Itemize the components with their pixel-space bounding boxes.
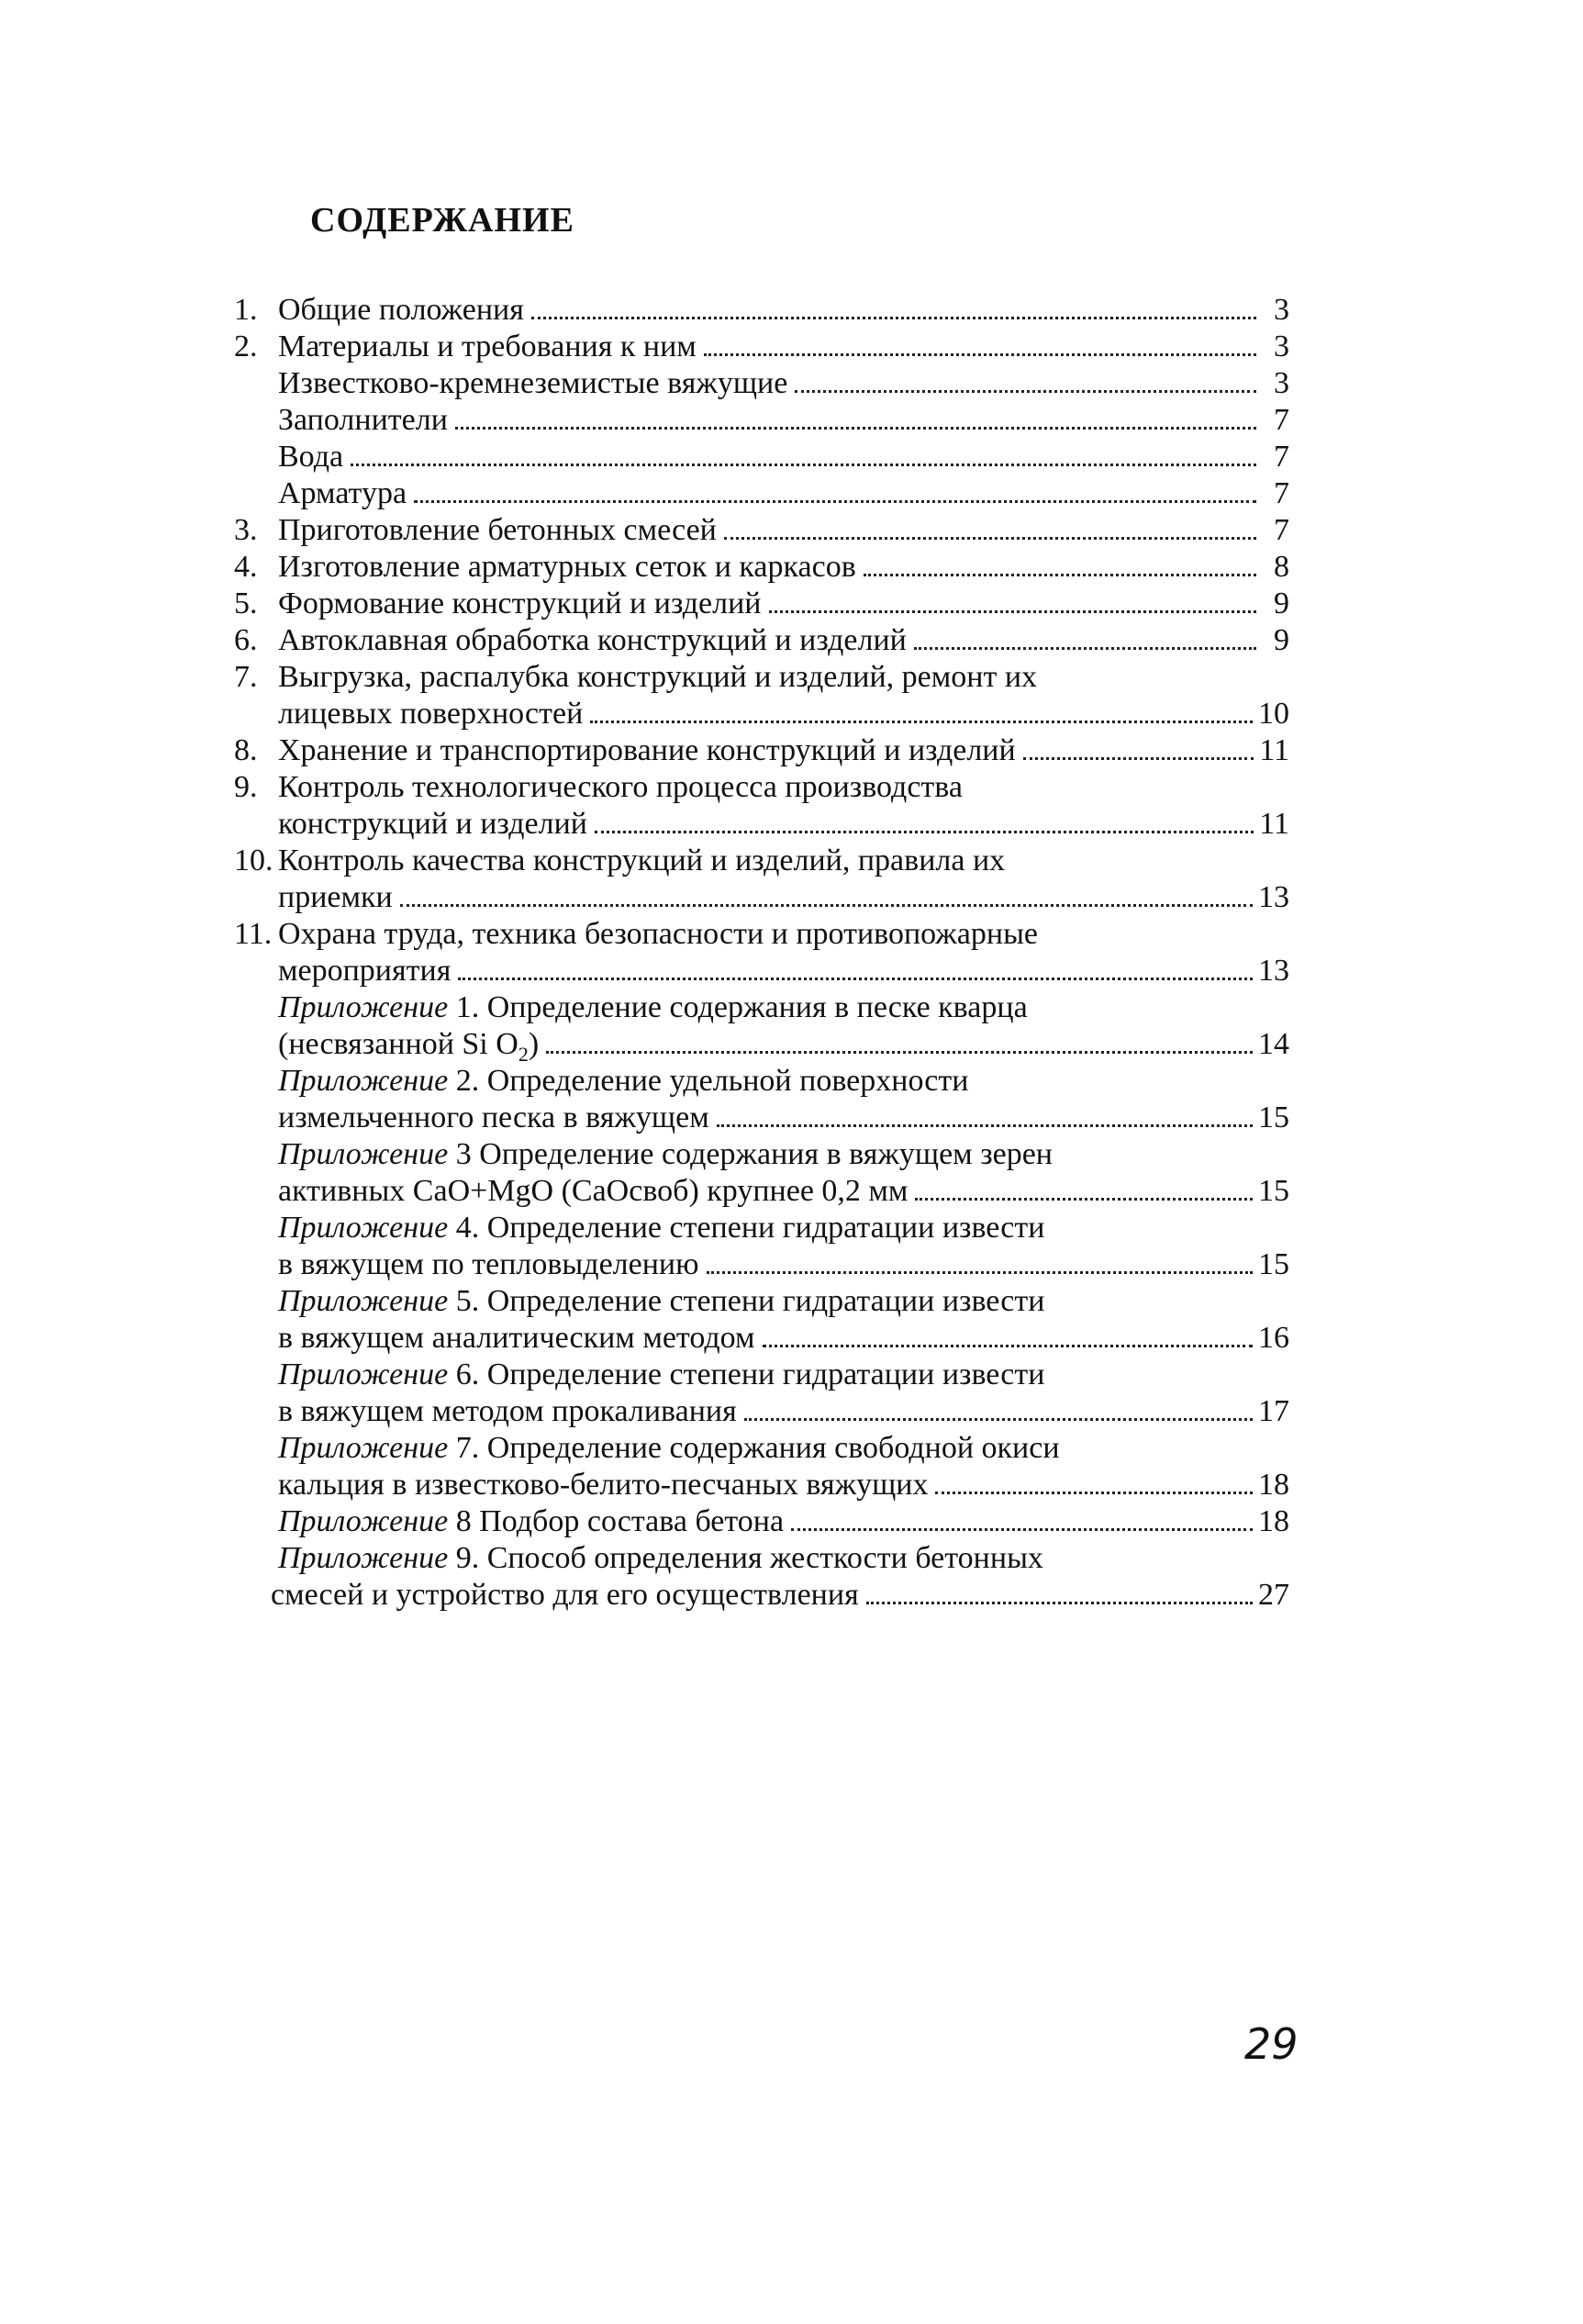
page-title: СОДЕРЖАНИЕ xyxy=(310,201,574,240)
toc-entry xyxy=(234,769,1289,806)
leader-dots xyxy=(590,721,1253,723)
toc-entry-continuation xyxy=(234,696,1289,732)
toc-entry xyxy=(234,916,1289,953)
toc-page: 9 xyxy=(1274,623,1289,657)
toc-entry xyxy=(234,549,1289,586)
toc-title: Вода xyxy=(278,440,344,474)
appendix-title-line1: Определение содержания в вяжущем зерен xyxy=(479,1137,1053,1171)
appendix-title-line1: Определение степени гидратации извести xyxy=(486,1211,1045,1245)
toc-subentry xyxy=(234,365,1289,402)
toc-title-line2: лицевых поверхностей xyxy=(278,697,584,731)
appendix-number: 3 xyxy=(455,1137,472,1171)
toc-title-line1: Контроль технологического процесса производства xyxy=(278,770,963,804)
leader-dots xyxy=(531,317,1256,319)
toc-number: 8. xyxy=(234,733,258,767)
appendix-entry xyxy=(234,1430,1289,1467)
leader-dots xyxy=(455,427,1256,430)
toc-entry xyxy=(234,329,1289,365)
toc-title: Общие положения xyxy=(278,293,524,327)
leader-dots xyxy=(935,1492,1253,1494)
appendix-title-line2: активных CaO+MgO (СаОсвоб) крупнее 0,2 мм xyxy=(278,1174,909,1208)
toc-entry xyxy=(234,292,1289,329)
toc-title: Заполнители xyxy=(278,403,448,437)
appendix-label: Приложение xyxy=(278,1504,449,1538)
toc-entry-continuation xyxy=(234,953,1289,989)
toc-page: 13 xyxy=(1258,954,1289,988)
toc-page: 7 xyxy=(1274,476,1289,510)
appendix-label: Приложение xyxy=(278,1284,449,1318)
toc-title: Материалы и требования к ним xyxy=(278,330,697,363)
appendix-page: 15 xyxy=(1258,1247,1289,1281)
appendix-entry-continuation xyxy=(234,1467,1289,1503)
toc-entry xyxy=(234,512,1289,549)
appendix-page: 15 xyxy=(1258,1174,1289,1208)
appendix-title-line1: Определение степени гидратации извести xyxy=(486,1358,1045,1391)
appendix-number: 4. xyxy=(455,1211,480,1245)
leader-dots xyxy=(915,1198,1253,1201)
toc-number: 5. xyxy=(234,587,258,620)
toc-entry-continuation xyxy=(234,806,1289,843)
appendix-entry-continuation xyxy=(234,1393,1289,1430)
toc-page: 13 xyxy=(1258,880,1289,914)
leader-dots xyxy=(595,831,1254,833)
toc-title: Приготовление бетонных смесей xyxy=(278,513,717,547)
toc-title-line2: приемки xyxy=(278,880,393,914)
appendix-title-line1: Способ определения жесткости бетонных xyxy=(486,1541,1043,1575)
toc-page: 7 xyxy=(1274,403,1289,437)
leader-dots xyxy=(744,1418,1253,1421)
appendix-entry xyxy=(234,1136,1289,1173)
leader-dots xyxy=(707,1271,1253,1274)
appendix-title: Подбор состава бетона xyxy=(479,1504,785,1538)
appendix-page: 16 xyxy=(1258,1321,1289,1355)
subscript: 2 xyxy=(518,1042,529,1066)
appendix-title-line2: в вяжущем аналитическим методом xyxy=(278,1321,755,1355)
toc-page: 11 xyxy=(1259,733,1289,767)
toc-title-line2: конструкций и изделий xyxy=(278,807,587,841)
appendix-title-line1: Определение содержания свободной окиси xyxy=(486,1431,1060,1465)
appendix-label: Приложение xyxy=(278,1541,449,1575)
toc-entry xyxy=(234,586,1289,622)
toc-number: 3. xyxy=(234,513,258,547)
leader-dots xyxy=(458,978,1253,980)
toc-entry-continuation xyxy=(234,879,1289,916)
page-number: 29 xyxy=(1244,2019,1299,2069)
appendix-entry xyxy=(234,1357,1289,1393)
appendix-number: 2. xyxy=(455,1064,480,1098)
toc-title-line1: Контроль качества конструкций и изделий, правила их xyxy=(278,844,1006,877)
appendix-title-line2: в вяжущем по тепловыделению xyxy=(278,1247,699,1281)
leader-dots xyxy=(400,904,1253,907)
appendix-entry xyxy=(234,1503,1289,1540)
appendix-entry-continuation xyxy=(234,1100,1289,1136)
appendix-entry xyxy=(234,1283,1289,1320)
toc-number: 10. xyxy=(234,844,273,877)
toc-entry xyxy=(234,732,1289,769)
appendix-entry xyxy=(234,1063,1289,1100)
appendix-title-line2: смесей и устройство для его осуществления xyxy=(271,1578,859,1612)
leader-dots xyxy=(864,574,1256,576)
toc-number: 2. xyxy=(234,330,258,363)
toc-number: 6. xyxy=(234,623,258,657)
toc-page: 8 xyxy=(1274,550,1289,584)
appendix-entry xyxy=(234,989,1289,1026)
appendix-page: 17 xyxy=(1258,1394,1289,1428)
appendix-title-line2: измельченного песка в вяжущем xyxy=(278,1101,709,1134)
toc-page: 3 xyxy=(1274,366,1289,400)
appendix-number: 6. xyxy=(455,1358,480,1391)
appendix-entry-continuation xyxy=(234,1246,1289,1283)
appendix-entry-continuation xyxy=(234,1320,1289,1357)
appendix-page: 18 xyxy=(1258,1504,1289,1538)
table-of-contents xyxy=(234,292,1289,1614)
appendix-number: 7. xyxy=(455,1431,480,1465)
toc-title: Хранение и транспортирование конструкций и изделий xyxy=(278,733,1016,767)
appendix-label: Приложение xyxy=(278,1431,449,1465)
leader-dots xyxy=(724,537,1256,540)
appendix-title-line1: Определение степени гидратации извести xyxy=(486,1284,1045,1318)
appendix-title-line2: кальция в известково-белито-песчаных вяжущих xyxy=(278,1468,929,1502)
toc-number: 1. xyxy=(234,293,258,327)
leader-dots xyxy=(414,500,1256,503)
leader-dots xyxy=(866,1602,1253,1604)
toc-title: Известково-кремнеземистые вяжущие xyxy=(278,366,788,400)
appendix-page: 14 xyxy=(1258,1027,1289,1061)
appendix-entry-continuation xyxy=(234,1026,1289,1066)
toc-page: 9 xyxy=(1274,587,1289,620)
toc-subentry xyxy=(234,402,1289,439)
toc-title: Формование конструкций и изделий xyxy=(278,587,762,620)
appendix-title-line2: в вяжущем методом прокаливания xyxy=(278,1394,737,1428)
toc-subentry xyxy=(234,475,1289,512)
toc-number: 7. xyxy=(234,660,258,694)
toc-page: 10 xyxy=(1258,697,1289,731)
appendix-label: Приложение xyxy=(278,1137,449,1171)
leader-dots xyxy=(795,390,1256,393)
leader-dots xyxy=(1023,757,1254,760)
leader-dots xyxy=(763,1345,1253,1347)
toc-title-line1: Выгрузка, распалубка конструкций и изделий, ремонт их xyxy=(278,660,1038,694)
appendix-number: 9. xyxy=(455,1541,480,1575)
appendix-label: Приложение xyxy=(278,1358,449,1391)
leader-dots xyxy=(351,464,1256,466)
appendix-title-line2: (несвязанной Si O xyxy=(278,1027,518,1061)
appendix-label: Приложение xyxy=(278,1211,449,1245)
appendix-page: 15 xyxy=(1258,1101,1289,1134)
toc-number: 11. xyxy=(234,917,273,951)
leader-dots xyxy=(546,1051,1253,1054)
appendix-number: 5. xyxy=(455,1284,480,1318)
toc-subentry xyxy=(234,439,1289,475)
appendix-entry-continuation xyxy=(234,1173,1289,1210)
toc-title-line2: мероприятия xyxy=(278,954,451,988)
appendix-number: 1. xyxy=(455,990,480,1024)
appendix-page: 27 xyxy=(1258,1578,1289,1612)
toc-title: Автоклавная обработка конструкций и изделий xyxy=(278,623,907,657)
toc-page: 11 xyxy=(1259,807,1289,841)
toc-page: 7 xyxy=(1274,513,1289,547)
appendix-title-line1: Определение удельной поверхности xyxy=(486,1064,969,1098)
toc-entry xyxy=(234,843,1289,879)
appendix-number: 8 xyxy=(455,1504,472,1538)
appendix-entry xyxy=(234,1210,1289,1246)
toc-number: 4. xyxy=(234,550,258,584)
toc-page: 3 xyxy=(1274,293,1289,327)
appendix-entry xyxy=(234,1540,1289,1577)
toc-title: Изготовление арматурных сеток и каркасов xyxy=(278,550,856,584)
appendix-label: Приложение xyxy=(278,990,449,1024)
toc-page: 7 xyxy=(1274,440,1289,474)
appendix-entry-continuation xyxy=(234,1577,1289,1614)
toc-number: 9. xyxy=(234,770,258,804)
toc-title: Арматура xyxy=(278,476,407,510)
toc-page: 3 xyxy=(1274,330,1289,363)
toc-title-line1: Охрана труда, техника безопасности и противопожарные xyxy=(278,917,1039,951)
appendix-page: 18 xyxy=(1258,1468,1289,1502)
appendix-title-line1: Определение содержания в песке кварца xyxy=(486,990,1028,1024)
toc-entry xyxy=(234,622,1289,659)
leader-dots xyxy=(769,610,1256,613)
appendix-title-line2-end: ) xyxy=(528,1027,540,1061)
leader-dots xyxy=(717,1124,1253,1127)
toc-entry xyxy=(234,659,1289,696)
appendix-label: Приложение xyxy=(278,1064,449,1098)
leader-dots xyxy=(914,647,1256,650)
leader-dots xyxy=(791,1528,1253,1531)
leader-dots xyxy=(704,353,1256,356)
